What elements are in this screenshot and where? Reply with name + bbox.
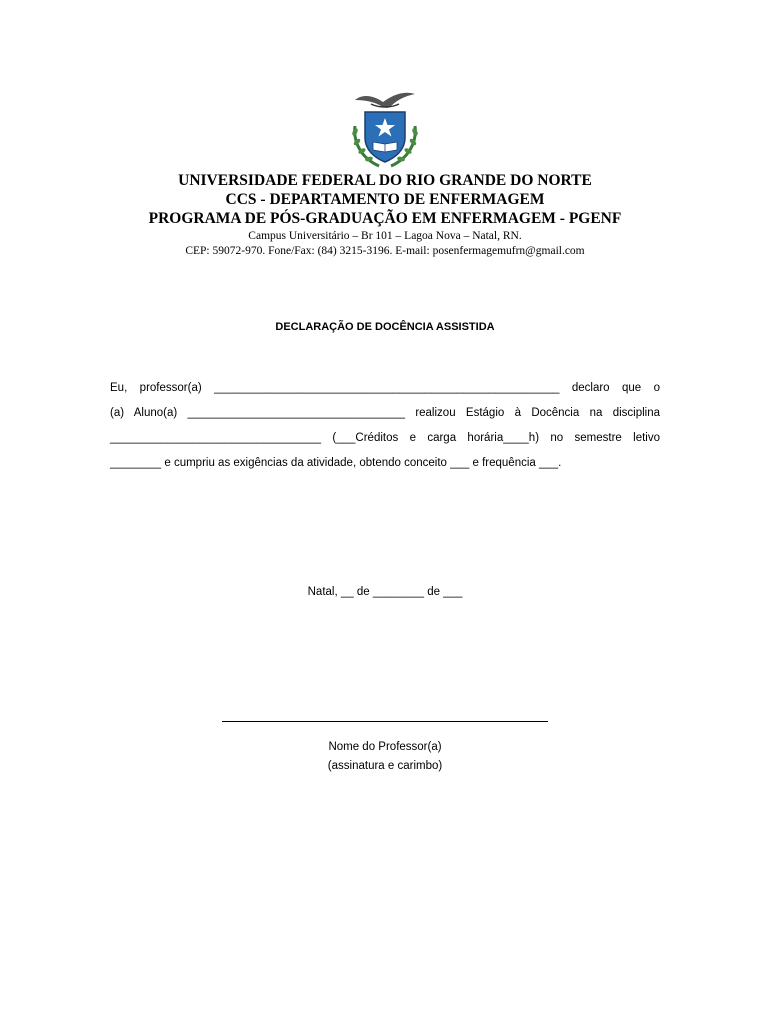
declaration-line-3: _________________________________ (___Créditos e carga horária____h) no semestre letivo xyxy=(110,432,660,444)
declaration-line-2: (a) Aluno(a) __________________________________ realizou Estágio à Docência na disciplina xyxy=(110,407,660,419)
address-line: Campus Universitário – Br 101 – Lagoa Nova – Natal, RN. xyxy=(248,230,522,242)
signature-line xyxy=(222,721,548,722)
signature-name: Nome do Professor(a) xyxy=(328,741,442,753)
document-title: DECLARAÇÃO DE DOCÊNCIA ASSISTIDA xyxy=(275,321,495,333)
university-seal-icon xyxy=(341,86,429,170)
department-name: CCS - DEPARTAMENTO DE ENFERMAGEM xyxy=(225,191,545,208)
declaration-line-4: ________ e cumpriu as exigências da atividade, obtendo conceito ___ e frequência ___. xyxy=(110,457,562,469)
contact-line: CEP: 59072-970. Fone/Fax: (84) 3215-3196. E-mail: posenfermagemufrn@gmail.com xyxy=(185,245,585,257)
signature-note: (assinatura e carimbo) xyxy=(327,760,443,772)
program-name: PROGRAMA DE PÓS-GRADUAÇÃO EM ENFERMAGEM - PGENF xyxy=(148,210,622,227)
university-name: UNIVERSIDADE FEDERAL DO RIO GRANDE DO NORTE xyxy=(178,172,592,189)
date-line: Natal, __ de ________ de ___ xyxy=(307,586,463,598)
declaration-line-1: Eu, professor(a) ______________________________________________________ declaro que o xyxy=(110,382,660,394)
